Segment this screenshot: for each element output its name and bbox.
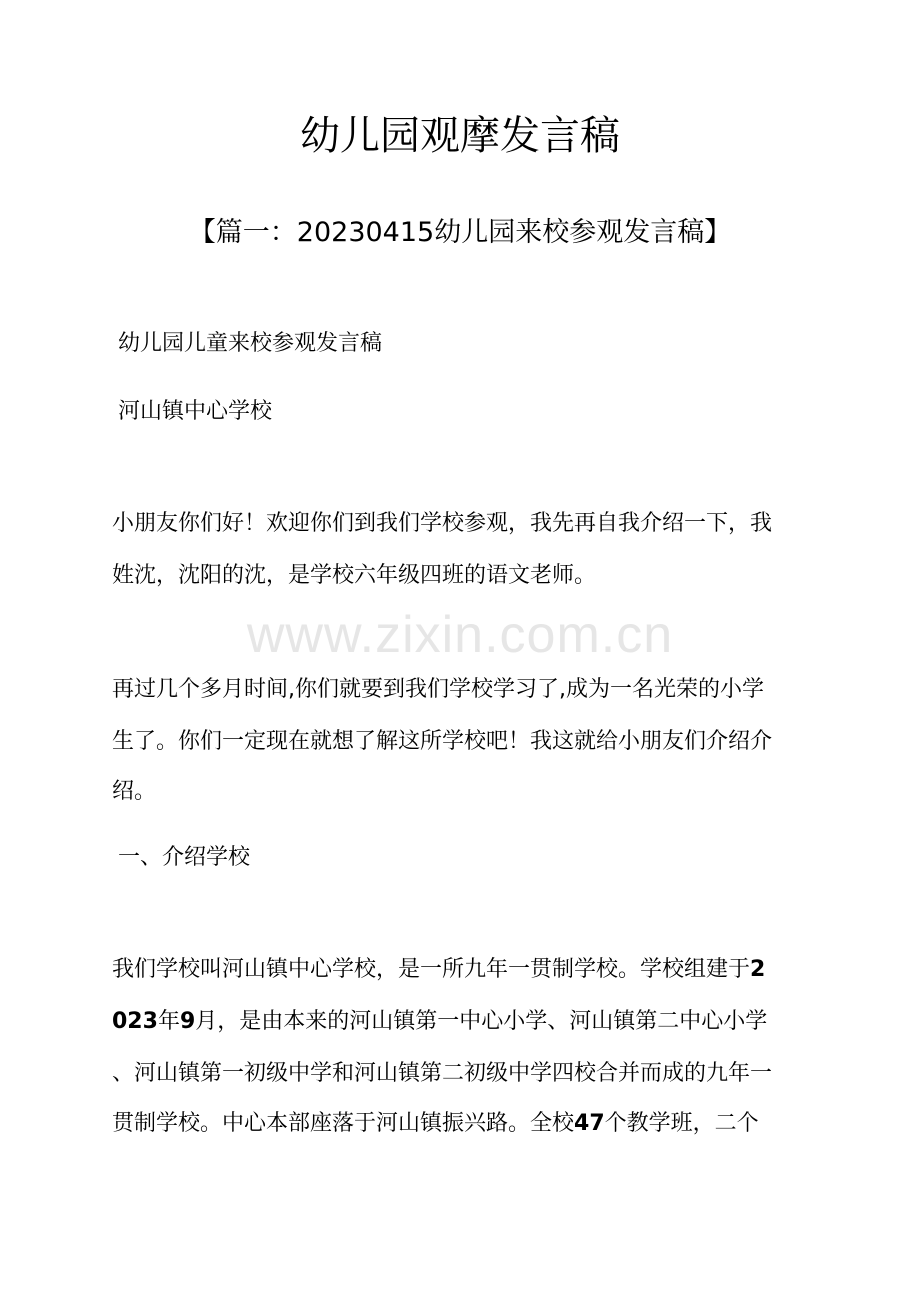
year-unit: 年 <box>157 1009 180 1034</box>
paragraph-3-line-4-text-a: 贯制学校。中心本部座落于河山镇振兴路。全校 <box>112 1111 575 1136</box>
paragraph-3-line-1 <box>112 952 812 988</box>
speech-heading: 幼儿园儿童来校参观发言稿 <box>118 331 383 356</box>
paragraph-1-line-1: 小朋友你们好！欢迎你们到我们学校参观，我先再自我介绍一下，我 <box>112 511 773 536</box>
section-subtitle: 【篇一：20230415幼儿园来校参观发言稿】 <box>188 217 732 248</box>
paragraph-3-line-3: 、河山镇第一初级中学和河山镇第二初级中学四校合并而成的九年一 <box>112 1061 773 1086</box>
class-count: 47 <box>574 1111 605 1136</box>
month-digit: 9 <box>179 1009 196 1034</box>
section-heading-1: 一、介绍学校 <box>118 845 251 870</box>
page-title: 幼儿园观摩发言稿 <box>300 113 620 159</box>
paragraph-3-line-4 <box>112 1106 812 1142</box>
paragraph-3-line-2-text: 月，是由本来的河山镇第一中心小学、河山镇第二中心小学 <box>195 1009 768 1034</box>
watermark: www.zixin.com.cn <box>246 606 674 664</box>
paragraph-2-line-1: 再过几个多月时间,你们就要到我们学校学习了,成为一名光荣的小学 <box>112 677 764 702</box>
paragraph-2-line-2: 生了。你们一定现在就想了解这所学校吧！我这就给小朋友们介绍介 <box>112 729 773 754</box>
paragraph-3-line-2 <box>112 1004 812 1040</box>
paragraph-3-line-1-text: 我们学校叫河山镇中心学校，是一所九年一贯制学校。学校组建于 <box>112 957 751 982</box>
school-name: 河山镇中心学校 <box>118 399 273 424</box>
paragraph-1-line-2: 姓沈，沈阳的沈，是学校六年级四班的语文老师。 <box>112 563 597 588</box>
paragraph-2-line-3: 绍。 <box>112 779 157 804</box>
paragraph-3-line-4-text-b: 个教学班，二个 <box>604 1111 759 1136</box>
year-digit: 2 <box>750 957 766 982</box>
year-digits: 023 <box>112 1009 158 1034</box>
